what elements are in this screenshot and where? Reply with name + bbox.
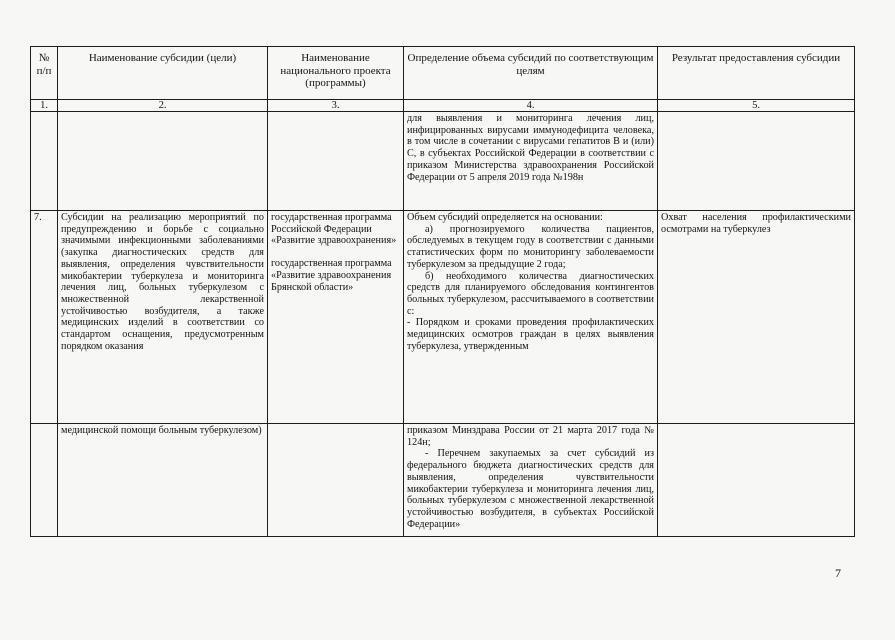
table-cell: [58, 112, 268, 211]
column-number: 5.: [658, 100, 855, 112]
page-number: 7: [835, 566, 841, 580]
volume-intro: Объем субсидий определяется на основании:: [407, 212, 603, 223]
project-name-cell: [268, 211, 404, 424]
table-header-row: [31, 47, 855, 100]
header-subsidy-name: Наименование субсидии (цели): [58, 47, 268, 100]
table-row: [31, 211, 855, 424]
volume-definition-continued: [404, 424, 658, 537]
column-number: 1.: [31, 100, 58, 112]
table-cell: [31, 424, 58, 537]
volume-item-b: б) необходимого количества диагностических средств для планируемого обследования контингентов больных туберкулезом, рассчитываемого в соответствии с:: [407, 270, 654, 317]
table-cell: [268, 112, 404, 211]
table-row: [31, 424, 855, 537]
header-result: Результат предоставления субсидии: [658, 47, 855, 100]
table-cell: [658, 112, 855, 211]
project-regional: государственная программа «Развитие здравоохранения Брянской области»: [271, 258, 392, 293]
project-federal: государственная программа Российской Федерации «Развитие здравоохранения»: [271, 212, 397, 247]
result-cell: Охват населения профилактическими осмотрами на туберкулез: [658, 211, 855, 424]
table-row: [31, 112, 855, 211]
diagnostics-list: - Перечнем закупаемых за счет субсидий из федерального бюджета диагностических средств для выявления, определения чувствительности микобактерии туберкулеза и мониторинга лечения лиц, больных туберкулезом с множественной лекарственной устойчивостью возбудителя, в субъектах Российской Федерации»: [407, 448, 654, 530]
row-number: 7.: [31, 211, 58, 424]
column-number: 4.: [404, 100, 658, 112]
volume-item-order: - Порядком и сроками проведения профилактических медицинских осмотров граждан в целях выявления туберкулеза, утвержденным: [407, 317, 654, 352]
column-number-row: [31, 100, 855, 112]
subsidy-name-cell: Субсидии на реализацию мероприятий по предупреждению и борьбе с социально значимыми инфекционными заболеваниями (закупка диагностических средств для выявления, определения чувствительности микобактерии туберкулеза и мониторинга лечения лиц, больных туберкулезом с множественной лекарственной устойчивостью возбудителя, а также медицинских изделий в соответствии со стандартом оснащения, предусмотренным порядком оказания: [58, 211, 268, 424]
header-volume-definition: Определение объема субсидий по соответствующим целям: [404, 47, 658, 100]
table-cell: [268, 424, 404, 537]
subsidy-name-continued: медицинской помощи больным туберкулезом): [58, 424, 268, 537]
table-cell: [658, 424, 855, 537]
volume-definition-cell: [404, 211, 658, 424]
volume-item-a: а) прогнозируемого количества пациентов, обследуемых в текущем году в соответствии с данными статистических форм по мониторингу заболеваемости туберкулезом за предыдущие 2 года;: [407, 223, 654, 270]
table-cell: для выявления и мониторинга лечения лиц, инфицированных вирусами иммунодефицита человека, в том числе в сочетании с вирусами гепатитов B и (или) C, в субъектах Российской Федерации в соответствии с приказом Министерства здравоохранения Российской Федерации от 5 апреля 2019 года №198н: [404, 112, 658, 211]
header-project-name: Наименование национального проекта (программы): [268, 47, 404, 100]
column-number: 3.: [268, 100, 404, 112]
table-cell: [31, 112, 58, 211]
subsidy-table: [30, 46, 855, 537]
column-number: 2.: [58, 100, 268, 112]
order-reference: приказом Минздрава России от 21 марта 2017 года № 124н;: [407, 425, 654, 448]
header-number: № п/п: [31, 47, 58, 100]
